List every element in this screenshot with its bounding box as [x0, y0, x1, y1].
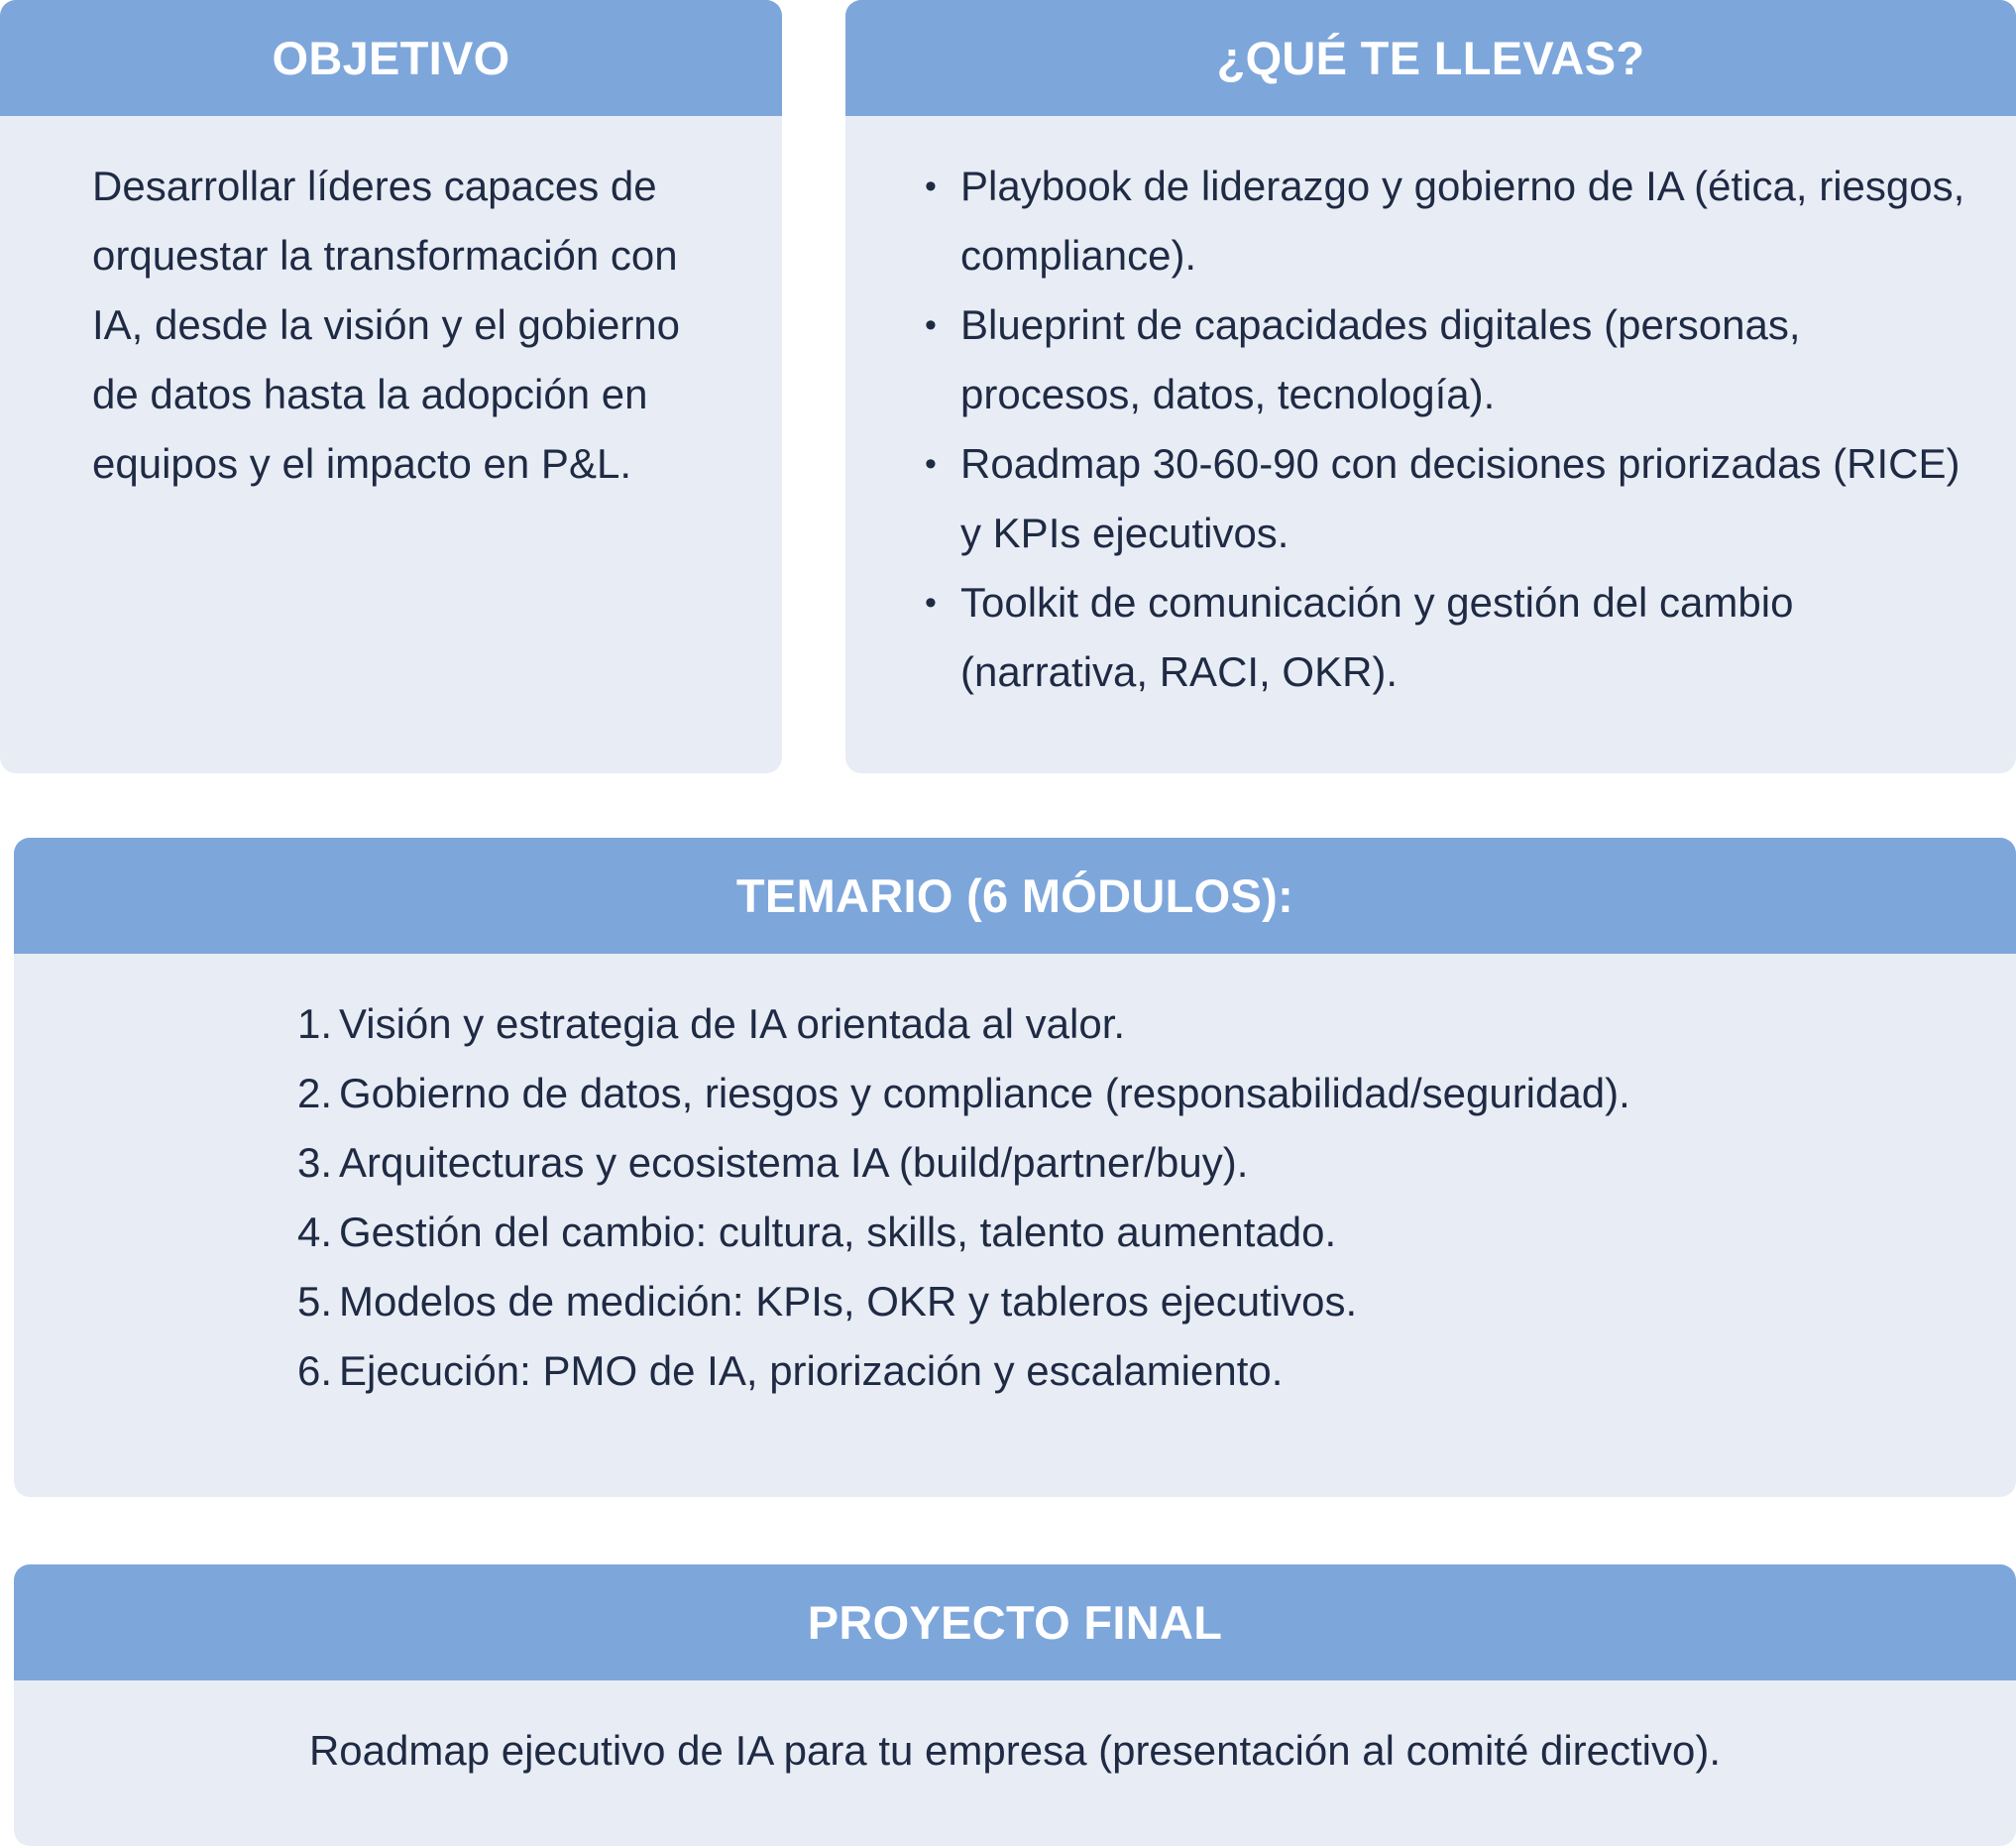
module-text: Modelos de medición: KPIs, OKR y tableros ejecutivos.	[339, 1278, 1358, 1325]
modules-list	[297, 989, 2016, 1406]
proyecto-final-text: Roadmap ejecutivo de IA para tu empresa (presentación al comité directivo).	[308, 1727, 1722, 1774]
takeaway-item: • Roadmap 30-60-90 con decisiones priorizadas (RICE) y KPIs ejecutivos.	[925, 429, 1976, 568]
takeaways-list	[925, 152, 1976, 707]
takeaway-item: • Playbook de liderazgo y gobierno de IA (ética, riesgos, compliance).	[925, 152, 1976, 290]
module-text: Gestión del cambio: cultura, skills, talento aumentado.	[339, 1209, 1337, 1255]
proyecto-final-card	[14, 1564, 2016, 1846]
objetivo-text: Desarrollar líderes capaces de orquestar la transformación con IA, desde la visión y el gobierno de datos hasta la adopción en equipos y el impacto en P&L.	[92, 163, 681, 487]
module-item	[297, 1336, 2016, 1406]
module-item	[297, 1267, 2016, 1336]
module-item	[297, 1059, 2016, 1128]
module-text: Arquitecturas y ecosistema IA (build/partner/buy).	[339, 1139, 1249, 1186]
module-text: Visión y estrategia de IA orientada al valor.	[339, 1000, 1126, 1047]
module-number: 2.	[297, 1070, 333, 1116]
proyecto-final-title: PROYECTO FINAL	[14, 1564, 2016, 1680]
takeaway-item: • Toolkit de comunicación y gestión del cambio (narrativa, RACI, OKR).	[925, 568, 1976, 707]
module-text: Ejecución: PMO de IA, priorización y escalamiento.	[339, 1347, 1284, 1394]
module-item	[297, 989, 2016, 1059]
objetivo-card	[0, 0, 782, 773]
temario-title: TEMARIO (6 MÓDULOS):	[14, 838, 2016, 954]
module-item	[297, 1128, 2016, 1198]
module-number: 6.	[297, 1347, 333, 1394]
temario-card	[14, 838, 2016, 1497]
objetivo-title: OBJETIVO	[0, 0, 782, 116]
module-number: 1.	[297, 1000, 333, 1047]
module-number: 3.	[297, 1139, 333, 1186]
module-text: Gobierno de datos, riesgos y compliance (responsabilidad/seguridad).	[339, 1070, 1630, 1116]
module-item	[297, 1198, 2016, 1267]
module-number: 5.	[297, 1278, 333, 1325]
que-te-llevas-card	[845, 0, 2016, 773]
que-te-llevas-title: ¿QUÉ TE LLEVAS?	[845, 0, 2016, 116]
takeaway-item: • Blueprint de capacidades digitales (personas, procesos, datos, tecnología).	[925, 290, 1976, 429]
module-number: 4.	[297, 1209, 333, 1255]
